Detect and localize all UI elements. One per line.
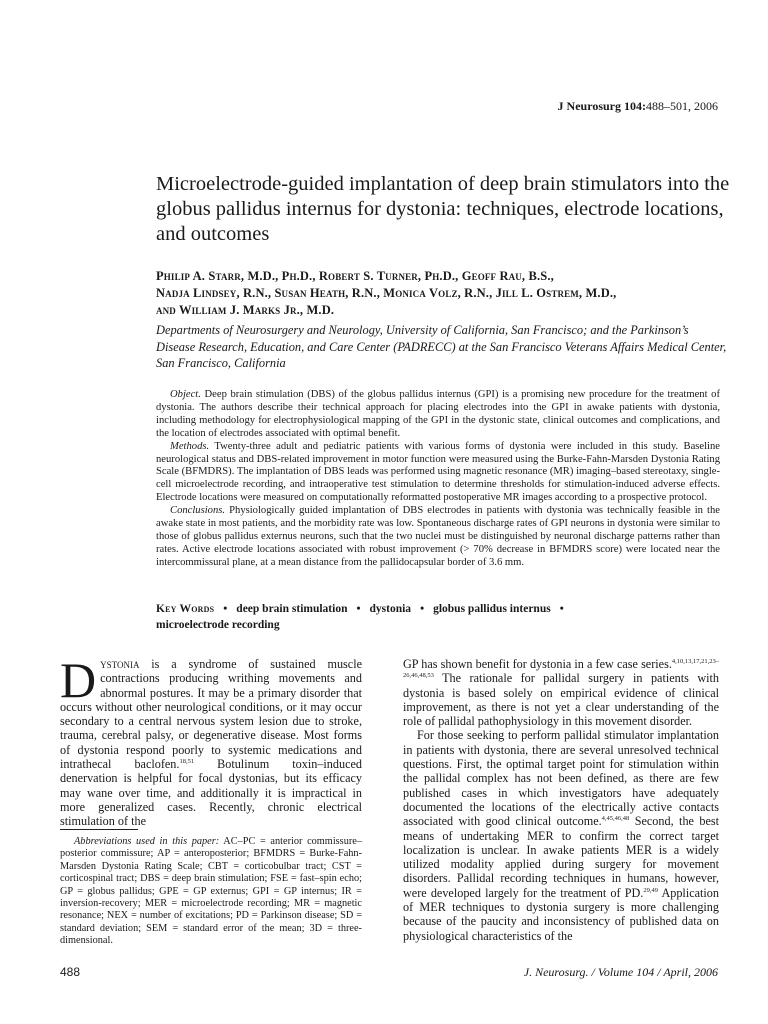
keywords bbox=[156, 601, 716, 633]
journal-pages: 488–501, 2006 bbox=[646, 99, 718, 113]
citation-ref: 18,51 bbox=[179, 758, 195, 766]
abstract-object-label: Object. bbox=[170, 389, 201, 400]
author-list bbox=[156, 268, 736, 319]
abstract bbox=[156, 389, 720, 570]
body-paragraph bbox=[403, 728, 719, 942]
footnote-rule bbox=[60, 829, 138, 830]
journal-reference bbox=[558, 99, 718, 114]
body-column-right bbox=[403, 657, 719, 943]
citation-ref: 4,45,46,48 bbox=[601, 815, 630, 823]
keyword-bullet: • bbox=[356, 603, 361, 615]
body-text: Second, the best means of undertaking MER to confirm the correct target localization is unclear. In awake patients MER is a widely utilized modality applied during surgery for movement disorders. Pallidal recording techniques in humans, however, were developed largely for the treatment of PD. bbox=[403, 814, 719, 900]
drop-cap: D bbox=[60, 652, 97, 708]
author-line-2: Nadja Lindsey, R.N., Susan Heath, R.N., Monica Volz, R.N., Jill L. Ostrem, M.D., bbox=[156, 286, 617, 300]
abstract-object bbox=[156, 389, 720, 441]
citation-ref: 29,49 bbox=[643, 886, 658, 894]
body-text: is a syndrome of sustained muscle contractions producing writhing movements and abnormal postures. It may be a primary disorder that occurs without other neurological conditions, or it may occur secondary to a central nervous system lesion due to stroke, trauma, cerebral palsy, or degenerative disease. Most forms of dystonia respond poorly to systemic medications and intrathecal baclofen. bbox=[60, 657, 362, 772]
page-number: 488 bbox=[60, 965, 81, 979]
footer-journal: J. Neurosurg. / Volume 104 / April, 2006 bbox=[523, 965, 718, 979]
body-text: Botulinum toxin–induced denervation is helpful for focal dystonias, but its efficacy may wane over time, and additionally it is impractical in more generalized cases. Recently, chronic electrical stimulation of the bbox=[60, 757, 362, 829]
abbreviations-footnote bbox=[60, 836, 362, 948]
citation-ref: 4,10,13,17,21,23–26,46,48,53 bbox=[403, 657, 719, 680]
keywords-label: Key Words bbox=[156, 603, 215, 615]
affiliation: Departments of Neurosurgery and Neurology, University of California, San Francisco; and the Parkinson’s Disease Research, Education, and Care Center (PADRECC) at the San Francisco Veterans Affairs Medical Center, San Francisco, California bbox=[156, 323, 727, 370]
author-line-1: Philip A. Starr, M.D., Ph.D., Robert S. Turner, Ph.D., Geoff Rau, B.S., bbox=[156, 269, 554, 283]
footnote-label: Abbreviations used in this paper: bbox=[74, 836, 220, 847]
keyword-item: deep brain stimulation bbox=[236, 603, 348, 615]
abstract-conclusions-text: Physiologically guided implantation of DBS electrodes in patients with dystonia was technically feasible in the awake state in most patients, and the morbidity rate was low. Spontaneous discharge rates of GPI neurons in dystonia were similar to those of globus pallidus externus neurons, such that the two nuclei must be distinguished by neuronal discharge patterns rather than rates. Active electrode locations associated with robust improvement (> 70% decrease in BFMDRS score) were located near the intercommissural plane, at a mean distance from the pallidocapsular border of 3.6 mm. bbox=[156, 505, 720, 568]
body-text: GP has shown benefit for dystonia in a few case series. bbox=[403, 657, 672, 671]
abstract-conclusions-label: Conclusions. bbox=[170, 505, 226, 517]
body-text: Application of MER techniques to dystonia surgery is more challenging because of the paucity and inconsistency of published data on physiological characteristics of the bbox=[403, 885, 719, 943]
author-line-3: and William J. Marks Jr., M.D. bbox=[156, 303, 335, 317]
abstract-conclusions bbox=[156, 505, 720, 570]
article-title: Microelectrode-guided implantation of deep brain stimulators into the globus pallidus internus for dystonia: techniques, electrode locations, and outcomes bbox=[156, 173, 730, 245]
keyword-item: globus pallidus internus bbox=[433, 603, 551, 615]
abstract-methods-label: Methods. bbox=[170, 440, 210, 452]
body-text: For those seeking to perform pallidal stimulator implantation in patients with dystonia, there are several unresolved technical questions. First, the optimal target point for stimulation within the pallidal complex has not been defined, as there are few published cases in which investigators have adequately documented the locations of the electrically active contacts associated with good clinical outcome. bbox=[403, 728, 719, 829]
keyword-bullet: • bbox=[223, 603, 228, 615]
lead-word: ystonia bbox=[100, 657, 140, 671]
body-text: The rationale for pallidal surgery in patients with dystonia is based solely on empirical evidence of clinical improvement, as there is not yet a clear understanding of the role of pallidal pathophysiology in this movement disorder. bbox=[403, 671, 719, 729]
footnote-text: AC–PC = anterior commissure–posterior commissure; AP = anteroposterior; BFMDRS = Burke-Fahn-Marsden Dystonia Rating Scale; CBT = corticobulbar tract; CST = corticospinal tract; DBS = deep brain stimulation; FSE = fast–spin echo; GP = globus pallidus; GPE = GP externus; GPI = GP internus; IR = inversion-recovery; MER = microelectrode recording; MR = magnetic resonance; NEX = number of excitations; PD = Parkinson disease; SD = standard deviation; SEM = standard error of the mean; 3D = three-dimensional. bbox=[60, 836, 362, 947]
keyword-bullet: • bbox=[420, 603, 425, 615]
abstract-methods bbox=[156, 441, 720, 506]
body-column-left bbox=[60, 652, 362, 829]
keyword-item: microelectrode recording bbox=[156, 619, 280, 631]
journal-name: J Neurosurg 104: bbox=[557, 99, 646, 113]
keyword-item: dystonia bbox=[369, 603, 412, 615]
abstract-object-text: Deep brain stimulation (DBS) of the globus pallidus internus (GPI) is a promising new procedure for the treatment of dystonia. The authors describe their technical approach for placing electrodes into the GPI in awake patients with dystonia, including methodology for electrophysiological mapping of the GPI in the dystonic state, clinical outcomes and complications, and the location of electrodes associated with optimal benefit. bbox=[156, 389, 720, 439]
keyword-bullet: • bbox=[559, 603, 564, 615]
body-paragraph bbox=[60, 652, 362, 829]
abstract-methods-text: Twenty-three adult and pediatric patients with various forms of dystonia were included in this study. Baseline neurological status and DBS-related improvement in motor function were measured using the Burke-Fahn-Marsden Dystonia Rating Scale (BFMDRS). The implantation of DBS leads was performed using magnetic resonance (MR) imaging–based stereotaxy, single-cell microelectrode recording, and intraoperative test stimulation to determine thresholds for stimulation-induced adverse effects. Electrode locations were measured on computationally reformatted postoperative MR images according to a prospective protocol. bbox=[156, 440, 720, 504]
body-paragraph bbox=[403, 657, 719, 728]
